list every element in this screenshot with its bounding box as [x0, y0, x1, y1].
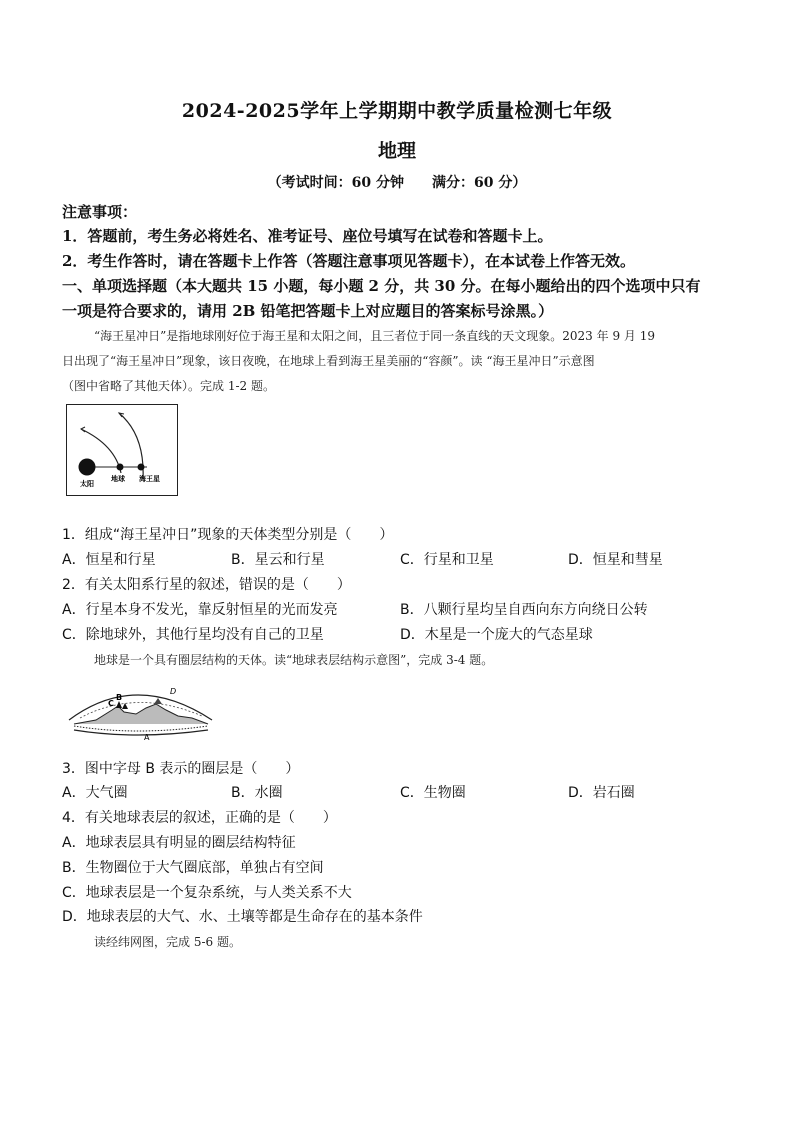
question-2-option-b[interactable]: B．八颗行星均呈自西向东方向绕日公转	[400, 602, 648, 618]
label-c: C	[108, 699, 114, 708]
exam-title: 2024-2025学年上学期期中教学质量检测七年级	[181, 100, 613, 122]
earth-mark	[117, 464, 124, 471]
section-1-instructions-line-1: 一、单项选择题（本大题共 15 小题，每小题 2 分，共 30 分。在每小题给出的四个选项中只有	[62, 277, 701, 295]
tree-icon	[116, 701, 122, 708]
question-3-option-c[interactable]: C．生物圈	[400, 785, 466, 801]
question-4-option-b[interactable]: B．生物圈位于大气圈底部，单独占有空间	[62, 860, 324, 876]
exam-info: （考试时间：60 分钟 满分：60 分）	[267, 175, 527, 191]
question-4-option-c[interactable]: C．地球表层是一个复杂系统，与人类关系不大	[62, 885, 352, 901]
hydrosphere-band	[74, 726, 208, 731]
question-1-option-c[interactable]: C．行星和卫星	[400, 552, 494, 568]
passage-1-line-2: 日出现了“海王星冲日”现象，该日夜晚，在地球上看到海王星美丽的“容颜”。读 “海王星冲日”示意图	[62, 354, 595, 368]
neptune-opposition-figure	[66, 404, 178, 496]
notice-item-1: 1．答题前，考生务必将姓名、准考证号、座位号填写在试卷和答题卡上。	[62, 227, 553, 245]
label-a: A	[144, 733, 150, 742]
question-2-option-d[interactable]: D．木星是一个庞大的气态星球	[400, 627, 593, 643]
neptune-opposition-diagram	[67, 405, 176, 494]
question-2-option-c[interactable]: C．除地球外，其他行星均没有自己的卫星	[62, 627, 324, 643]
passage-1-line-3: （图中省略了其他天体）。完成 1-2 题。	[62, 379, 275, 393]
neptune-mark	[138, 464, 145, 471]
question-4-option-d[interactable]: D．地球表层的大气、水、土壤等都是生命存在的基本条件	[62, 909, 423, 925]
question-2-option-a[interactable]: A．行星本身不发光，靠反射恒星的光而发亮	[62, 602, 338, 618]
earth-surface-layers-figure	[66, 680, 216, 742]
question-4-option-a[interactable]: A．地球表层具有明显的圈层结构特征	[62, 835, 296, 851]
earth-label: 地球	[111, 475, 125, 483]
question-1-option-d[interactable]: D．恒星和彗星	[568, 552, 663, 568]
question-3-option-a[interactable]: A．大气圈	[62, 785, 128, 801]
question-1-option-a[interactable]: A．恒星和行星	[62, 552, 156, 568]
notice-heading: 注意事项：	[62, 203, 138, 221]
question-3-option-d[interactable]: D．岩石圈	[568, 785, 635, 801]
passage-2-line-1: 地球是一个具有圈层结构的天体。读“地球表层结构示意图”，完成 3-4 题。	[94, 653, 494, 667]
passage-3-line-1: 读经纬网图，完成 5-6 题。	[94, 935, 241, 949]
question-1-stem: 1．组成“海王星冲日”现象的天体类型分别是（ ）	[62, 527, 394, 543]
earth-surface-layers-diagram	[66, 680, 216, 742]
section-1-instructions-line-2: 一项是符合要求的，请用 2B 铅笔把答题卡上对应题目的答案标号涂黑。）	[62, 302, 554, 320]
sun-label: 太阳	[80, 480, 94, 488]
subject-title: 地理	[377, 140, 416, 162]
question-2-stem: 2．有关太阳系行星的叙述，错误的是（ ）	[62, 577, 351, 593]
question-4-stem: 4．有关地球表层的叙述，正确的是（ ）	[62, 810, 337, 826]
label-d: D	[170, 687, 177, 696]
question-3-option-b[interactable]: B．水圈	[231, 785, 283, 801]
label-b: B	[116, 693, 123, 702]
neptune-label: 海王星	[139, 475, 160, 483]
question-1-option-b[interactable]: B．星云和行星	[231, 552, 325, 568]
mountain-icon	[154, 698, 162, 704]
sun-mark	[79, 459, 96, 476]
passage-1-line-1: “海王星冲日”是指地球刚好位于海王星和太阳之间，且三者位于同一条直线的天文现象。2023 年 9 月 19	[94, 329, 655, 343]
question-3-stem: 3．图中字母 B 表示的圈层是（ ）	[62, 761, 300, 777]
notice-item-2: 2．考生作答时，请在答题卡上作答（答题注意事项见答题卡），在本试卷上作答无效。	[62, 252, 635, 270]
